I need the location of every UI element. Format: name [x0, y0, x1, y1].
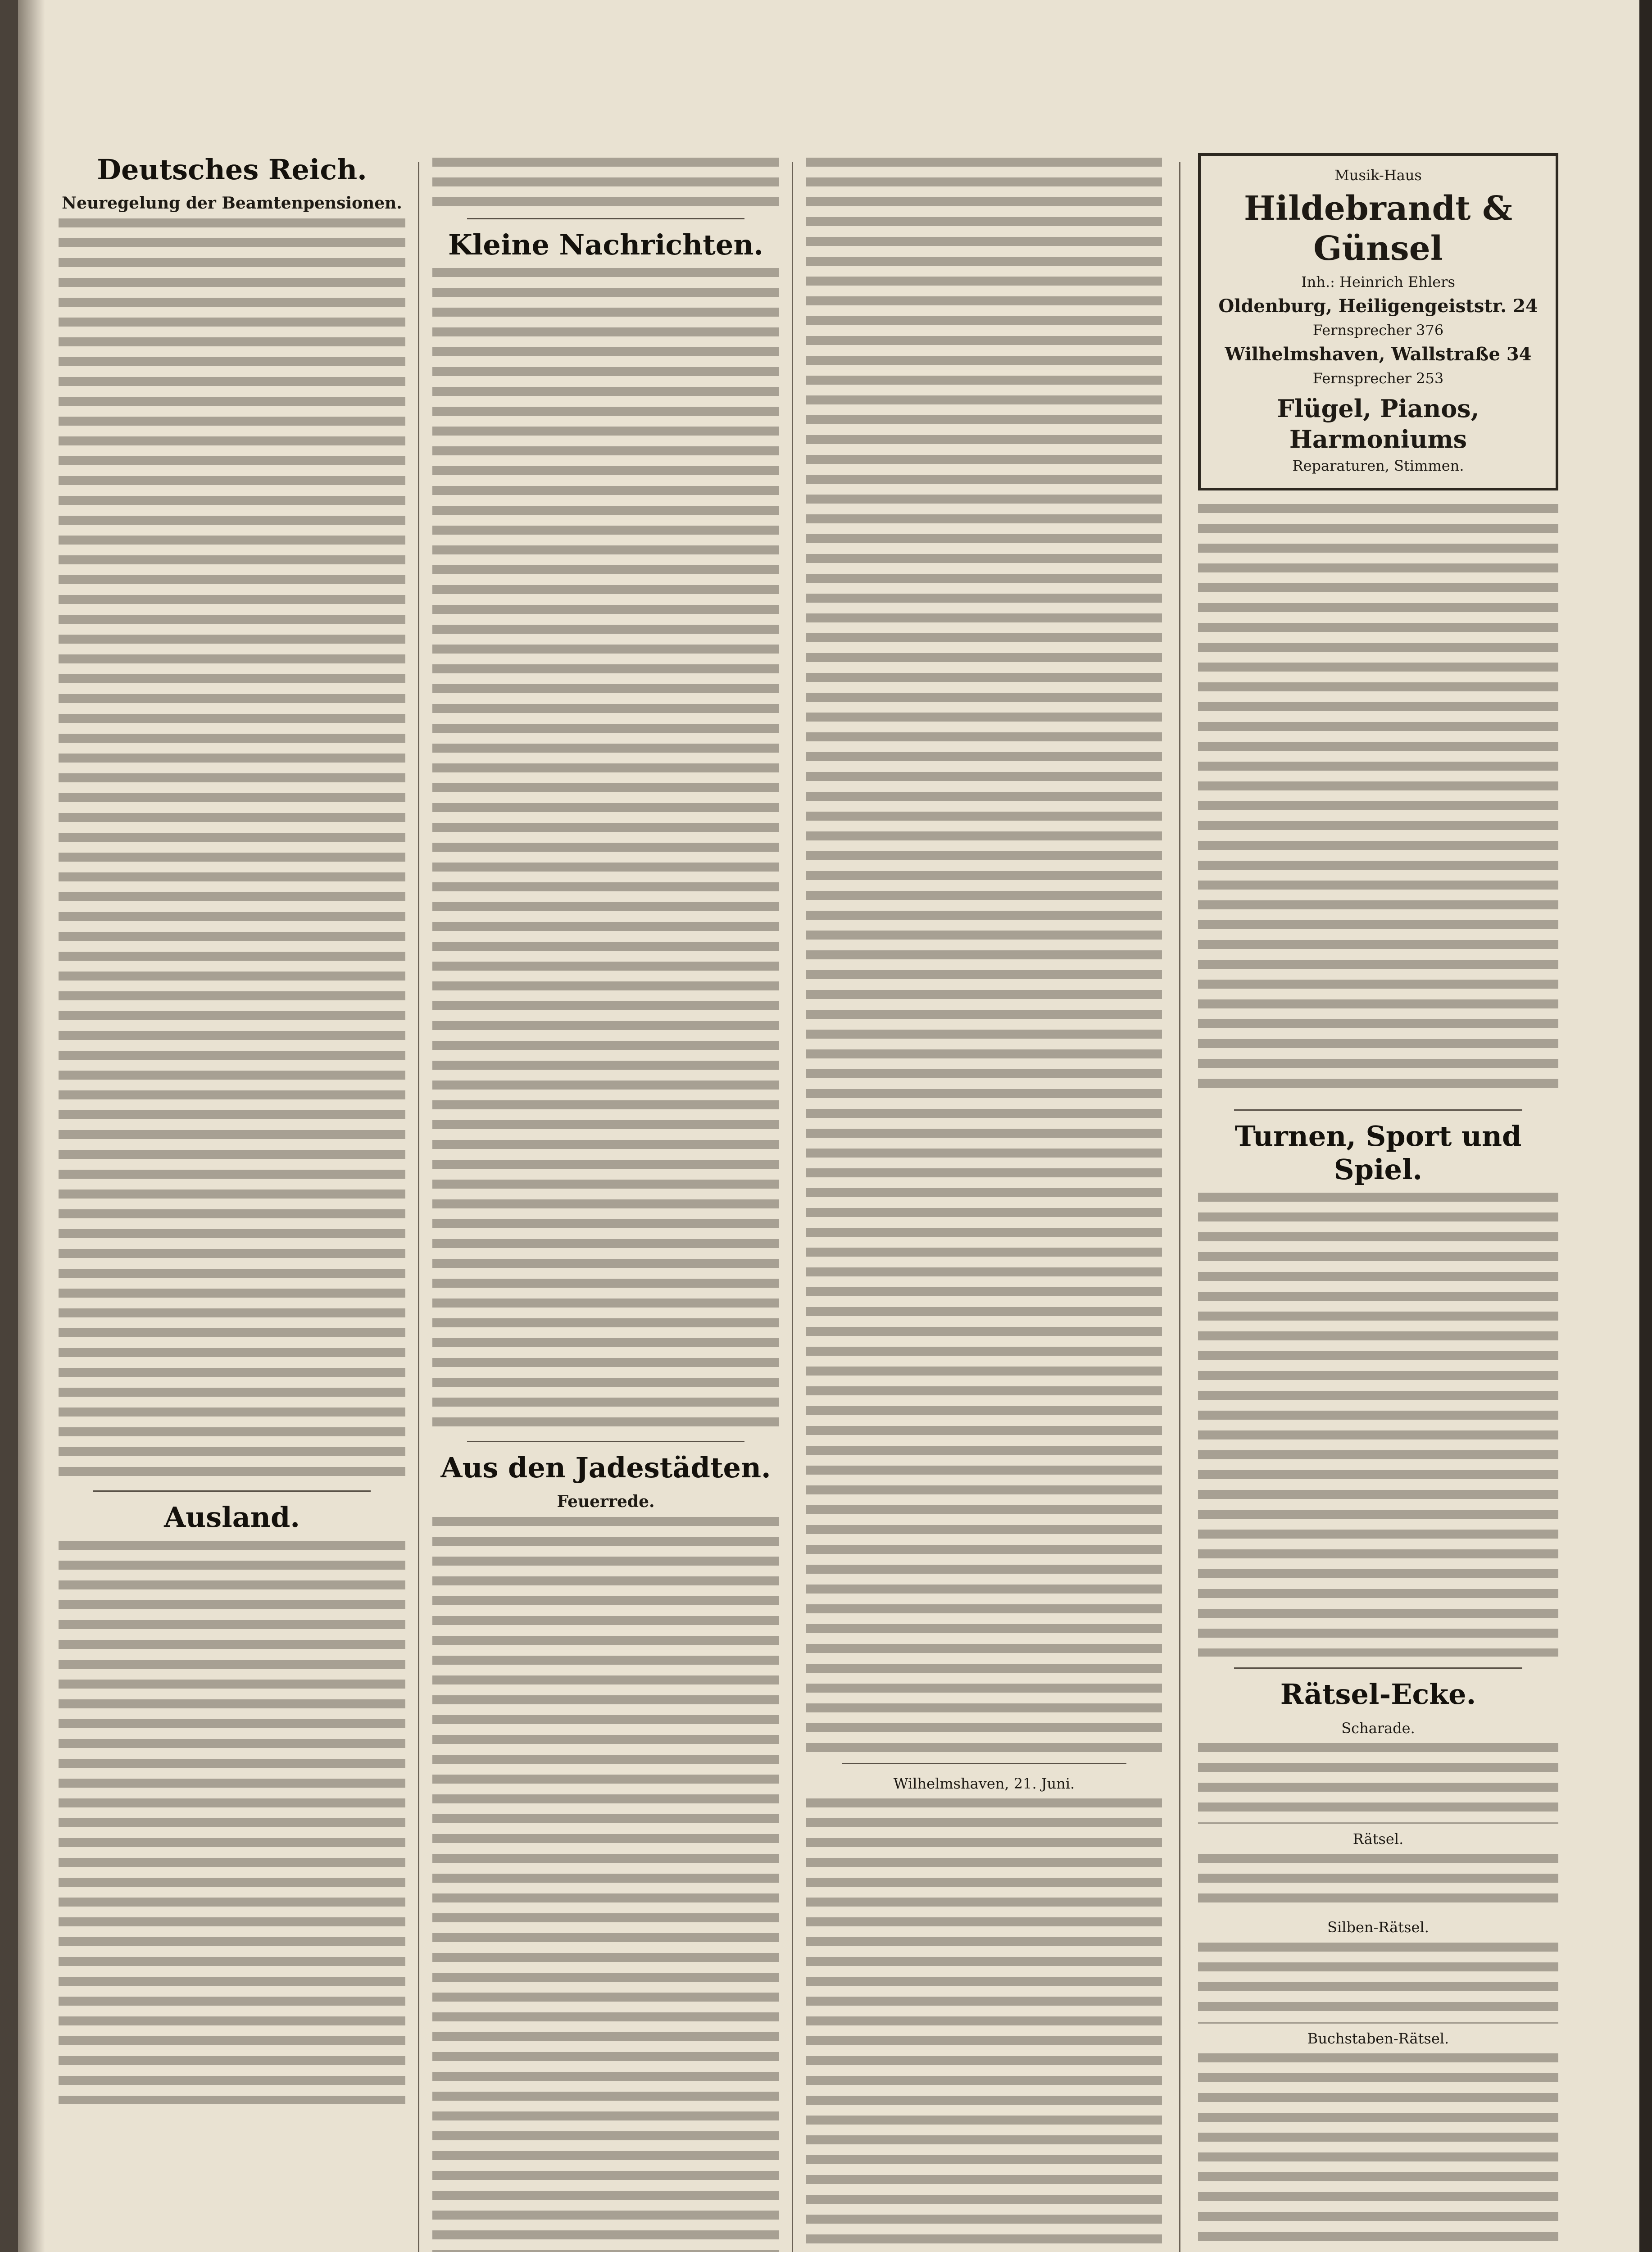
ad-phone-wilhelmshaven: Fernsprecher 253	[1312, 370, 1444, 387]
ad-address-wilhelmshaven: Wilhelmshaven, Wallstraße 34	[1225, 344, 1532, 365]
separator	[93, 1490, 371, 1492]
column-rule	[1179, 162, 1180, 2252]
puzzle-title-raetsel: Rätsel.	[1352, 1830, 1404, 1848]
heading-deutsches-reich: Deutsches Reich.	[97, 153, 367, 186]
heading-jadestaedten: Aus den Jadestädten.	[440, 1451, 771, 1485]
article-body-kleine-nachrichten	[432, 268, 779, 1430]
ad-firm-name: Hildebrandt & Günsel	[1244, 189, 1512, 268]
column-1	[59, 153, 405, 2252]
puzzle-title-silben: Silben-Rätsel.	[1327, 1919, 1429, 1936]
separator	[1234, 1667, 1522, 1669]
separator	[1234, 1109, 1522, 1111]
subheading-beamtenpensionen: Neuregelung der Beamtenpensionen.	[62, 194, 402, 213]
article-body-local-news	[806, 1798, 1162, 2252]
separator	[842, 1763, 1126, 1764]
fold-shadow	[18, 0, 45, 2252]
heading-ausland: Ausland.	[164, 1501, 300, 1534]
dateline-wilhelmshaven: Wilhelmshaven, 21. Juni.	[893, 1775, 1075, 1792]
ad-owner: Inh.: Heinrich Ehlers	[1301, 273, 1455, 291]
heading-raetsel-ecke: Rätsel-Ecke.	[1280, 1678, 1476, 1711]
article-body-reich	[59, 218, 405, 1480]
article-body-ausland	[59, 1541, 405, 2104]
article-body-feuerrede	[432, 1517, 779, 2252]
article-body-feuerrede-cont	[806, 158, 1162, 1752]
article-continuation	[432, 158, 779, 207]
article-body-vereine	[1198, 504, 1558, 1099]
scan-edge	[0, 0, 18, 2252]
ad-products: Flügel, Pianos, Harmoniums	[1277, 394, 1480, 454]
puzzle-title-scharade: Scharade.	[1341, 1719, 1415, 1737]
column-2	[432, 153, 779, 2252]
separator	[467, 1441, 744, 1442]
separator	[467, 218, 744, 219]
puzzle-body-silben	[1198, 1943, 1558, 2024]
puzzle-body-buchstaben-solutions	[1198, 2053, 1558, 2243]
article-body-sport	[1198, 1193, 1558, 1657]
puzzle-title-buchstaben: Buchstaben-Rätsel.	[1307, 2030, 1449, 2047]
subheading-feuerrede: Feuerrede.	[557, 1492, 655, 1511]
ad-address-oldenburg: Oldenburg, Heiligengeiststr. 24	[1218, 295, 1538, 317]
heading-kleine-nachrichten: Kleine Nachrichten.	[448, 228, 763, 261]
advertisement-musikhaus	[1198, 153, 1558, 490]
heading-turnen-sport-spiel: Turnen, Sport und Spiel.	[1234, 1119, 1522, 1186]
column-4	[1198, 153, 1558, 2252]
puzzle-body-raetsel	[1198, 1854, 1558, 1912]
ad-phone-oldenburg: Fernsprecher 376	[1312, 321, 1444, 339]
ad-line: Musik-Haus	[1334, 167, 1422, 184]
ad-services: Reparaturen, Stimmen.	[1292, 457, 1464, 475]
puzzle-body-scharade	[1198, 1743, 1558, 1824]
column-rule	[418, 162, 419, 2252]
column-3	[806, 153, 1162, 2252]
column-rule	[792, 162, 793, 2252]
